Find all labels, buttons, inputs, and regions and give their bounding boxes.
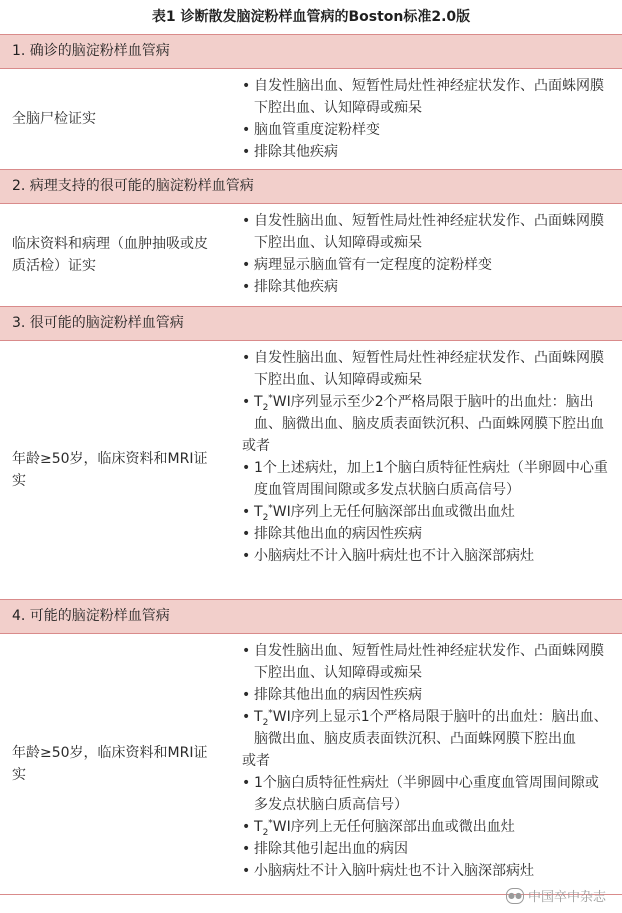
section-heading-possible: 4. 可能的脑淀粉样血管病 [0, 600, 622, 634]
t2-label: $T_2^*$ [254, 393, 273, 413]
list-item: • 病理显示脑血管有一定程度的淀粉样变 [242, 254, 612, 276]
section-evidence: 年龄≥50岁，临床资料和MRI证实 [12, 451, 208, 489]
list-item: • 1个上述病灶，加上1个脑白质特征性病灶（半卵圆中心重度血管周围间隙或多发点状脑白质高信号） [242, 457, 612, 501]
list-item: • 自发性脑出血、短暂性局灶性神经症状发作、凸面蛛网膜下腔出血、认知障碍或痴呆 [242, 347, 612, 391]
t2-label: $T_2^*$ [254, 708, 273, 728]
section-body-definite [0, 69, 622, 170]
wechat-icon: ●● [506, 888, 524, 904]
or-text: 或者 [242, 438, 270, 454]
list-item: • 小脑病灶不计入脑叶病灶也不计入脑深部病灶 [242, 860, 612, 882]
section-evidence: 全脑尸检证实 [12, 111, 96, 127]
section-evidence: 年龄≥50岁，临床资料和MRI证实 [12, 745, 208, 783]
list-item: • 排除其他疾病 [242, 276, 612, 298]
section-evidence: 临床资料和病理（血肿抽吸或皮质活检）证实 [12, 236, 208, 274]
list-item: • 排除其他引起出血的病因 [242, 838, 612, 860]
list-item: • 1个脑白质特征性病灶（半卵圆中心重度血管周围间隙或多发点状脑白质高信号） [242, 772, 612, 816]
section-heading-probable-pathology: 2. 病理支持的很可能的脑淀粉样血管病 [0, 170, 622, 204]
section-heading-probable: 3. 很可能的脑淀粉样血管病 [0, 307, 622, 341]
list-item: • 排除其他疾病 [242, 141, 612, 163]
criteria-table [0, 34, 622, 895]
list-item: • $T_2^*WI$序列显示至少2个严格局限于脑叶的出血灶：脑出血、脑微出血、脑皮质表面铁沉积、凸面蛛网膜下腔出血 [242, 391, 612, 435]
or-text: 或者 [242, 753, 270, 769]
list-item: • 排除其他出血的病因性疾病 [242, 523, 612, 545]
list-item: • 自发性脑出血、短暂性局灶性神经症状发作、凸面蛛网膜下腔出血、认知障碍或痴呆 [242, 210, 612, 254]
t2-label: $T_2^*$ [254, 818, 273, 838]
watermark-text: 中国卒中杂志 [527, 890, 606, 905]
section-body-probable-pathology [0, 204, 622, 307]
list-item: • 排除其他出血的病因性疾病 [242, 684, 612, 706]
list-item: • 自发性脑出血、短暂性局灶性神经症状发作、凸面蛛网膜下腔出血、认知障碍或痴呆 [242, 640, 612, 684]
list-item: • 脑血管重度淀粉样变 [242, 119, 612, 141]
section-body-probable [0, 341, 622, 600]
list-item: • $T_2^*WI$序列上无任何脑深部出血或微出血灶 [242, 816, 612, 838]
criteria-list [220, 69, 622, 169]
section-body-possible [0, 634, 622, 895]
criteria-list [220, 634, 622, 894]
list-item: • 小脑病灶不计入脑叶病灶也不计入脑深部病灶 [242, 545, 612, 567]
watermark [506, 886, 606, 905]
table-title: 表1 诊断散发脑淀粉样血管病的Boston标准2.0版 [151, 9, 471, 25]
list-item: • 自发性脑出血、短暂性局灶性神经症状发作、凸面蛛网膜下腔出血、认知障碍或痴呆 [242, 75, 612, 119]
list-item: • $T_2^*WI$序列上无任何脑深部出血或微出血灶 [242, 501, 612, 523]
list-item: • $T_2^*WI$序列上显示1个严格局限于脑叶的出血灶：脑出血、脑微出血、脑皮质表面铁沉积、凸面蛛网膜下腔出血 [242, 706, 612, 750]
criteria-list [220, 204, 622, 306]
criteria-list [220, 341, 622, 599]
t2-label: $T_2^*$ [254, 503, 273, 523]
section-heading-definite: 1. 确诊的脑淀粉样血管病 [0, 35, 622, 69]
